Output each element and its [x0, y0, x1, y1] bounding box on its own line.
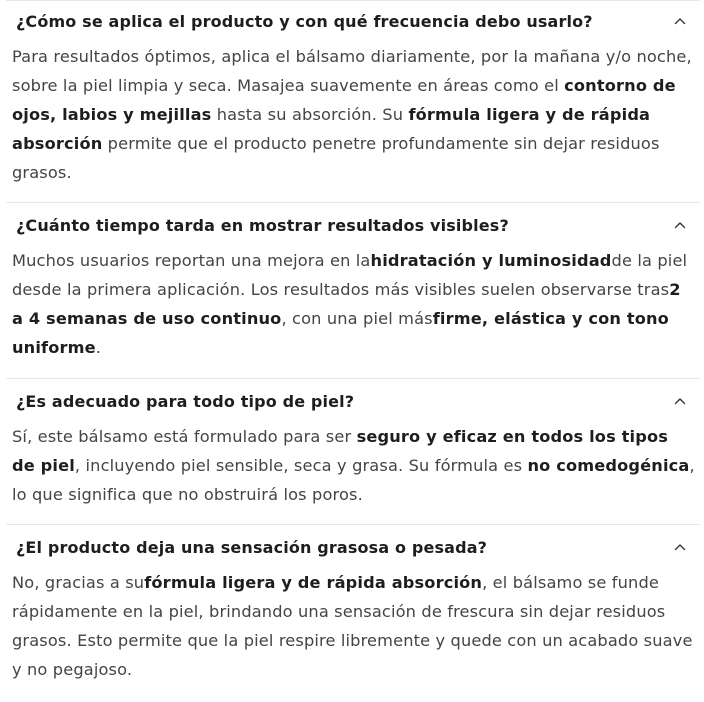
faq-item: [8, 2, 700, 182]
answer-highlight: hidratación y luminosidad: [370, 251, 612, 270]
faq-question: ¿El producto deja una sensación grasosa o pesada?: [16, 538, 488, 557]
chevron-up-icon[interactable]: [674, 395, 686, 407]
faq-answer: Sí, este bálsamo está formulado para ser seguro y eficaz en todos los tipos de piel, incluyendo piel sensible, seca y grasa. Su fórmula es no comedogénica, lo que significa que no obstruirá los poros.: [12, 427, 695, 504]
answer-highlight: seguro y eficaz en todos los tipos de piel: [12, 427, 669, 475]
answer-highlight: no comedogénica: [527, 456, 690, 475]
chevron-up-icon[interactable]: [674, 541, 686, 553]
chevron-up-icon[interactable]: [674, 219, 686, 231]
faq-question-toggle[interactable]: [8, 206, 700, 246]
answer-highlight: fórmula ligera y de rápida absorción: [12, 105, 651, 153]
faq-item: [8, 382, 700, 504]
answer-highlight: firme, elástica y con tono uniforme: [12, 309, 669, 357]
faq-answer: Muchos usuarios reportan una mejora en lahidratación y luminosidadde la piel desde la primera aplicación. Los resultados más visibles suelen observarse tras2 a 4 semanas de uso continuo, con una piel másfirme, elástica y con tono uniforme.: [12, 251, 688, 357]
chevron-up-icon[interactable]: [674, 15, 686, 27]
faq-question-toggle[interactable]: [8, 2, 700, 42]
faq-item: [8, 206, 700, 357]
answer-highlight: 2 a 4 semanas de uso continuo: [12, 280, 681, 328]
faq-question-toggle[interactable]: [8, 382, 700, 422]
faq-answer: Para resultados óptimos, aplica el bálsamo diariamente, por la mañana y/o noche, sobre la piel limpia y seca. Masajea suavemente en áreas como el contorno de ojos, labios y mejillas hasta su absorción. Su fórmula ligera y de rápida absorción permite que el producto penetre profundamente sin dejar residuos grasos.: [12, 47, 692, 182]
answer-highlight: contorno de ojos, labios y mejillas: [12, 76, 676, 124]
faq-question: ¿Cuánto tiempo tarda en mostrar resultados visibles?: [16, 216, 509, 235]
faq-item: [8, 528, 700, 679]
faq-answer: No, gracias a sufórmula ligera y de rápida absorción, el bálsamo se funde rápidamente en la piel, brindando una sensación de frescura sin dejar residuos grasos. Esto permite que la piel respire libremente y quede con un acabado suave y no pegajoso.: [12, 573, 693, 679]
faq-question: ¿Cómo se aplica el producto y con qué frecuencia debo usarlo?: [16, 12, 593, 31]
faq-question: ¿Es adecuado para todo tipo de piel?: [16, 392, 355, 411]
answer-highlight: fórmula ligera y de rápida absorción: [144, 573, 483, 592]
faq-question-toggle[interactable]: [8, 528, 700, 568]
